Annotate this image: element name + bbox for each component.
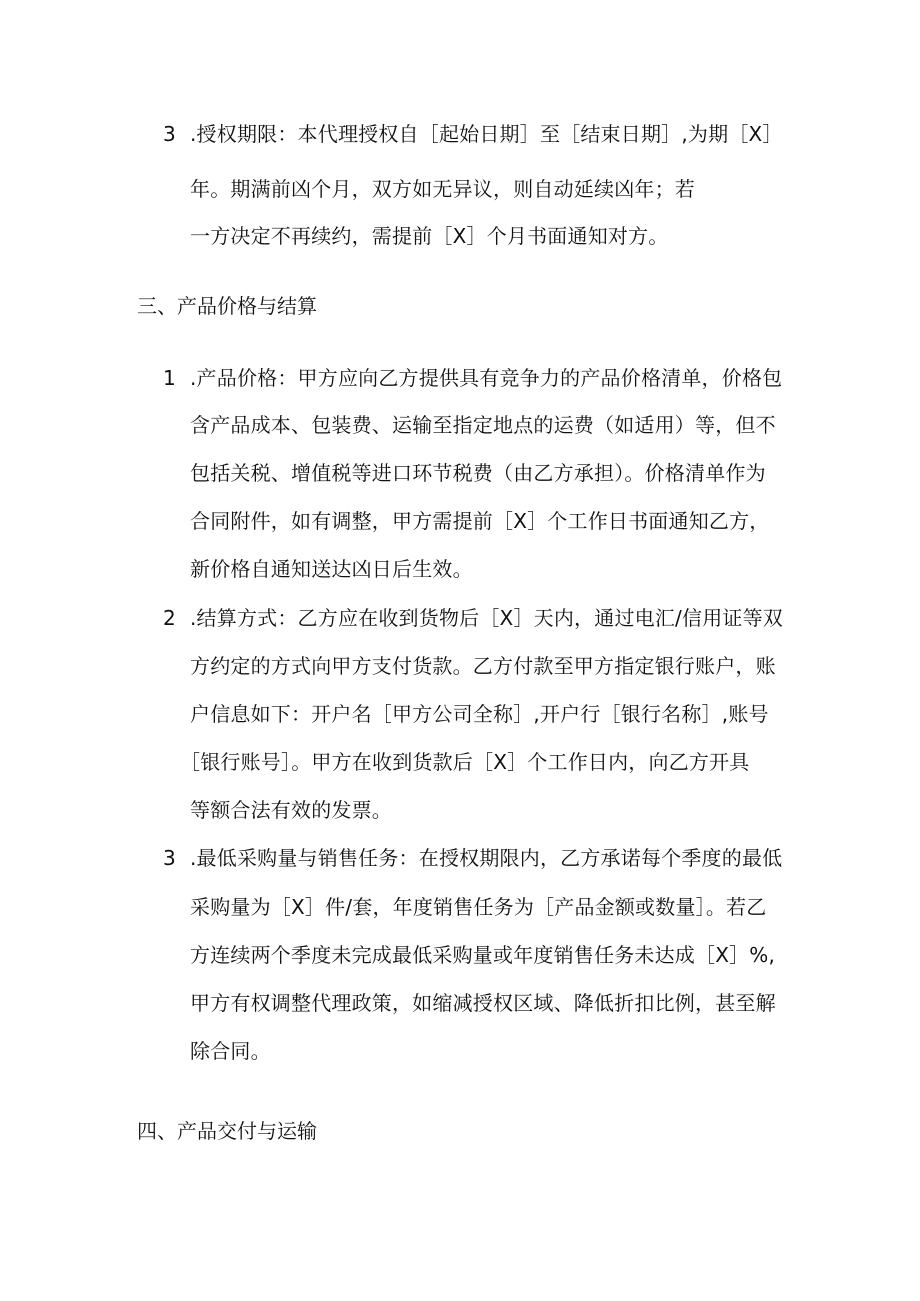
clause-line: 含产品成本、包装费、运输至指定地点的运费（如适用）等，但不	[190, 413, 776, 437]
clause-line: 合同附件，如有调整，甲方需提前［X］个工作日书面通知乙方，	[190, 509, 770, 533]
clause-line: 一方决定不再续约，需提前［X］个月书面通知对方。	[190, 224, 669, 248]
clause-line: 甲方有权调整代理政策，如缩减授权区域、降低折扣比例，甚至解	[190, 991, 776, 1015]
section-heading: 四、产品交付与运输	[137, 1119, 317, 1143]
clause-line: ［银行账号］。甲方在收到货款后［X］个工作日内，向乙方开具	[180, 750, 750, 774]
clause-number: 1	[163, 366, 176, 390]
clause-number: 3	[163, 846, 176, 870]
clause-line: 采购量为［X］件/套，年度销售任务为［产品金额或数量］。若乙	[190, 895, 767, 919]
section-heading: 三、产品价格与结算	[137, 294, 317, 318]
clause-line: .产品价格：甲方应向乙方提供具有竞争力的产品价格清单，价格包	[190, 366, 783, 390]
clause-line: 除合同。	[190, 1039, 271, 1063]
clause-line: 户信息如下：开户名［甲方公司全称］,开户行［银行名称］,账号	[190, 702, 769, 726]
clause-line: 方约定的方式向甲方支付货款。乙方付款至甲方指定银行账户，账	[190, 654, 776, 678]
clause-line: 包括关税、增值税等进口环节税费（由乙方承担）。价格清单作为	[190, 461, 766, 485]
clause-number: 2	[163, 606, 176, 630]
clause-line: 等额合法有效的发票。	[190, 798, 392, 822]
clause-line: 年。期满前凶个月，双方如无异议，则自动延续凶年；若	[190, 177, 695, 201]
clause-line: 方连续两个季度未完成最低采购量或年度销售任务未达成［X］%,	[190, 943, 776, 967]
clause-line: .授权期限：本代理授权自［起始日期］至［结束日期］,为期［X］	[190, 122, 783, 146]
clause-line: .结算方式：乙方应在收到货物后［X］天内，通过电汇/信用证等双	[190, 606, 783, 630]
clause-number: 3	[163, 122, 176, 146]
clause-line: .最低采购量与销售任务：在授权期限内，乙方承诺每个季度的最低	[190, 846, 783, 870]
clause-line: 新价格自通知送达凶日后生效。	[190, 557, 473, 581]
